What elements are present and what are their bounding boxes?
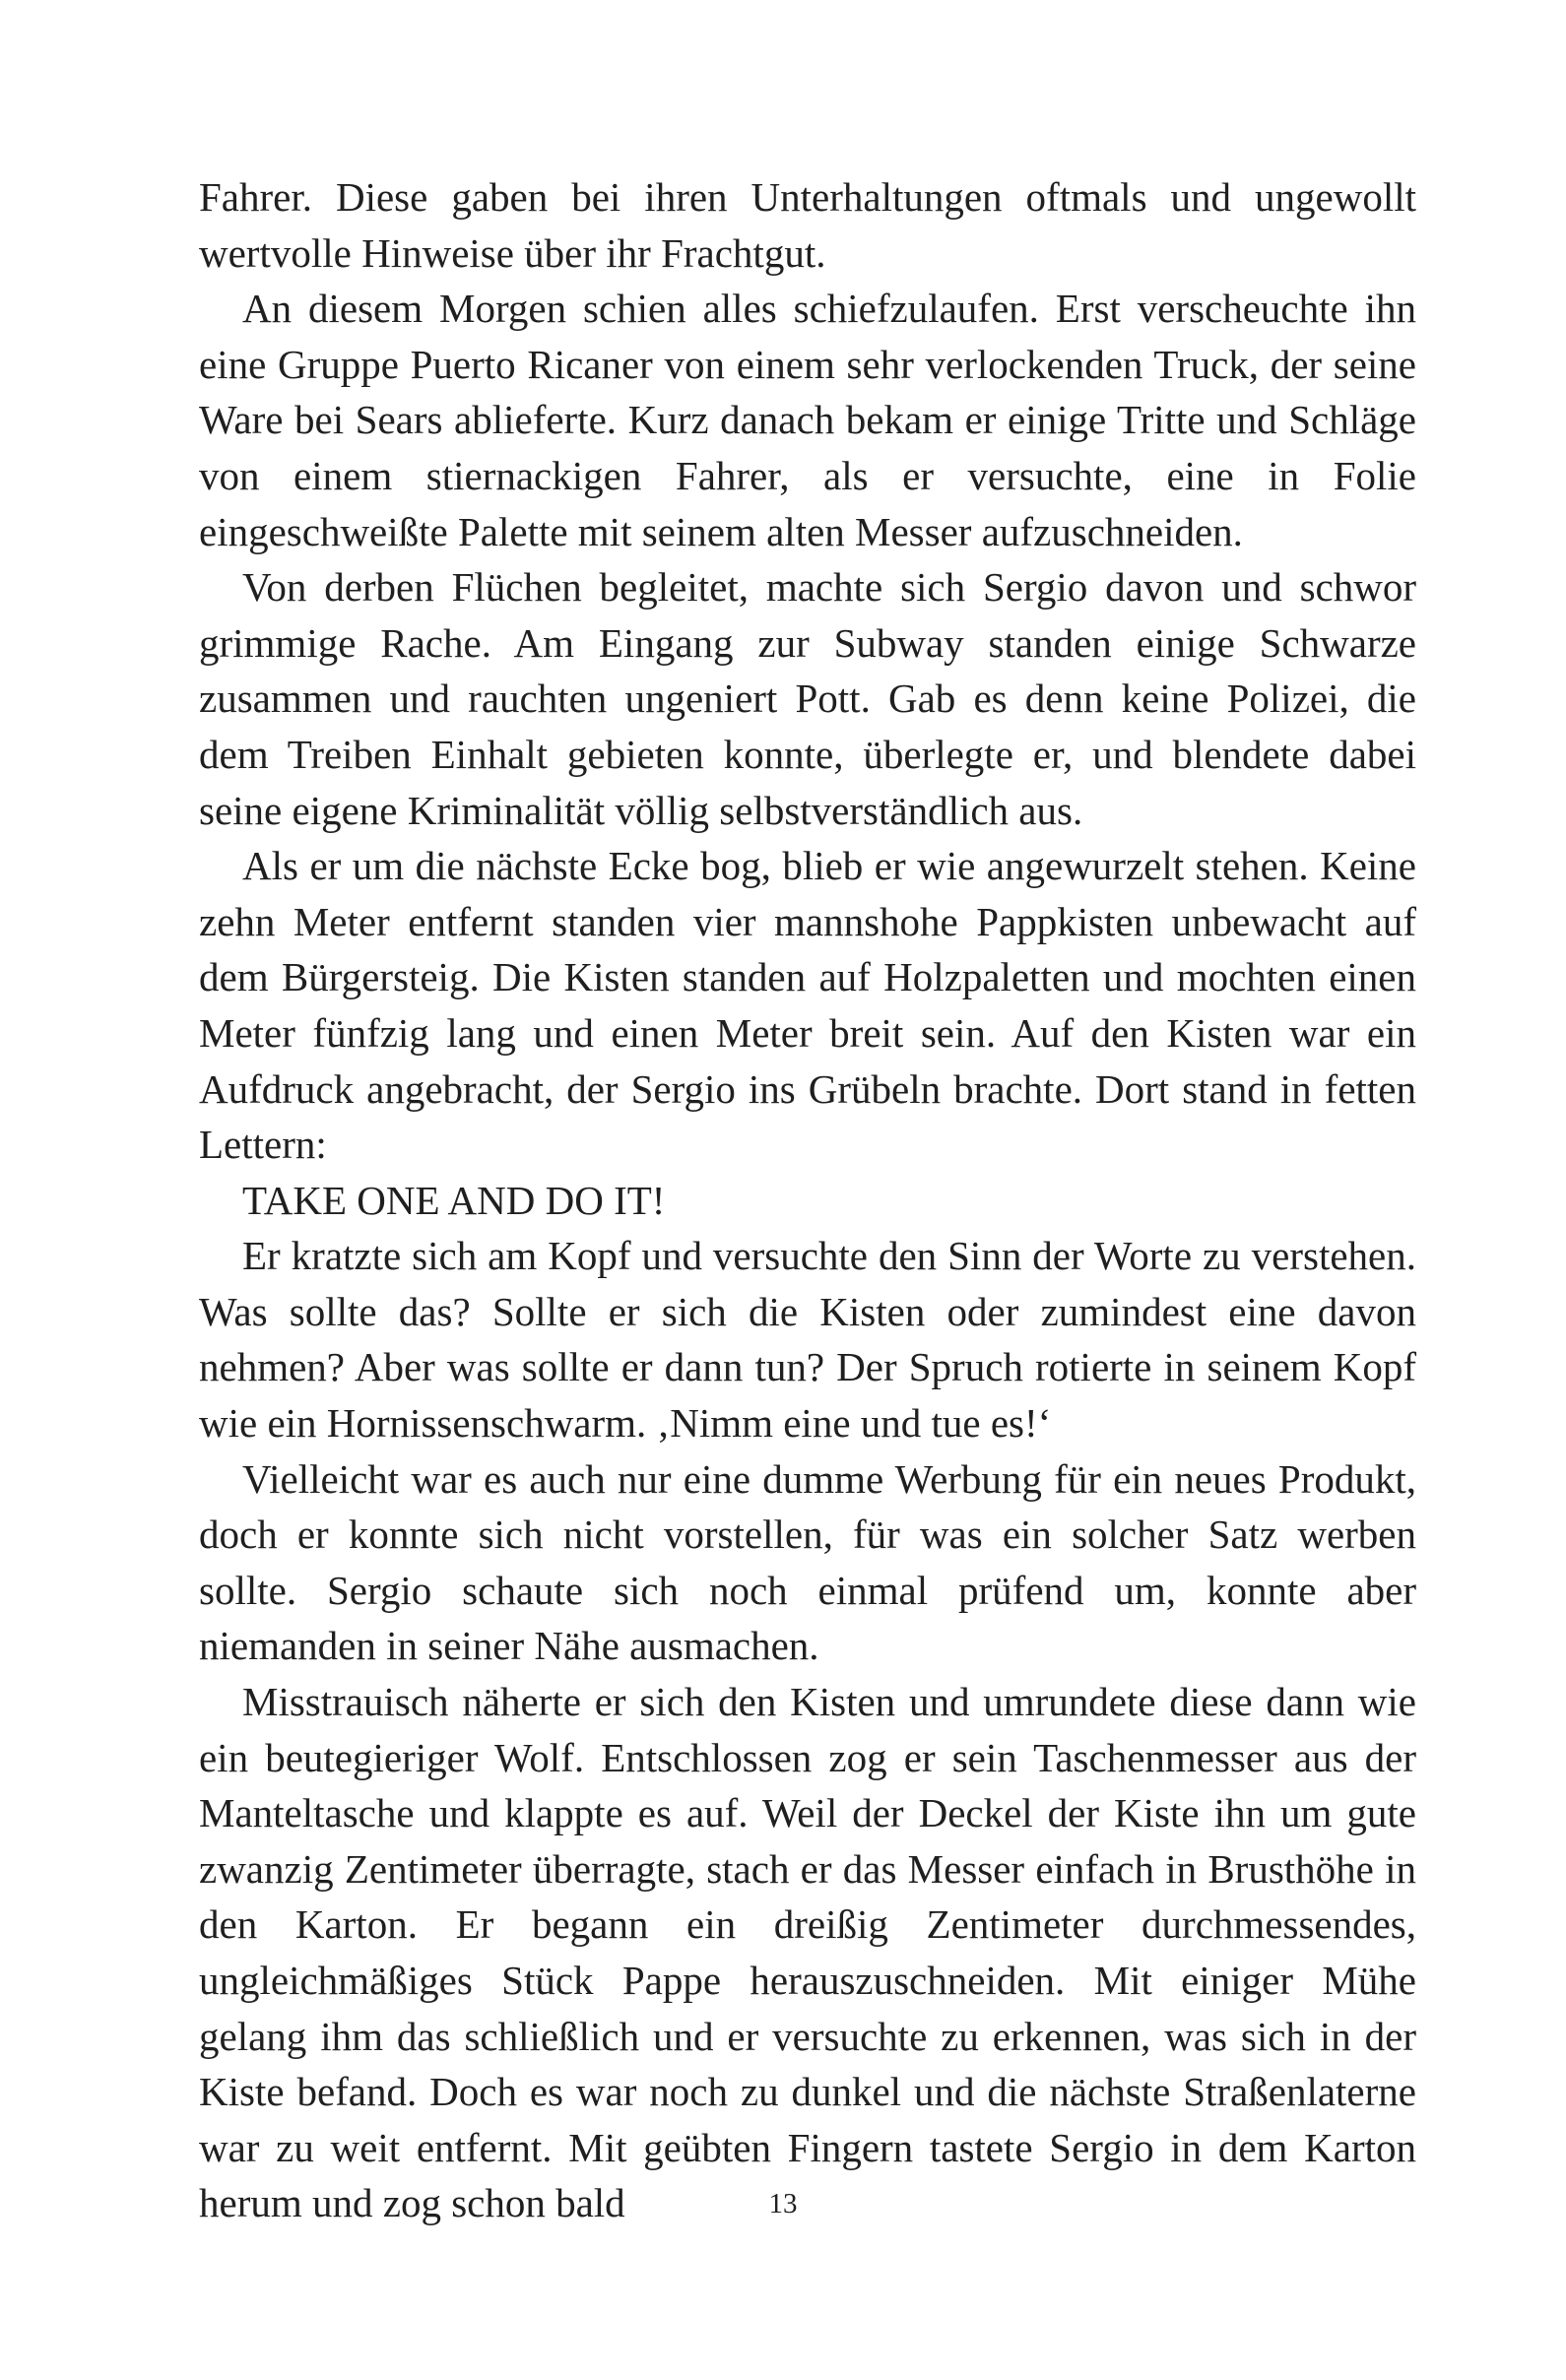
paragraph: Als er um die nächste Ecke bog, blieb er wie angewurzelt stehen. Keine zehn Meter entfernt standen vier mannshohe Pappkisten unbewacht auf dem Bürgersteig. Die Kisten standen auf Holzpaletten und mochten einen Meter fünfzig lang und einen Meter breit sein. Auf den Kisten war ein Aufdruck angebracht, der Sergio ins Grübeln brachte. Dort stand in fetten Lettern: xyxy=(199,843,1416,1168)
paragraph: Von derben Flüchen begleitet, machte sich Sergio davon und schwor grimmige Rache. Am Eingang zur Subway standen einige Schwarze zusammen und rauchten ungeniert Pott. Gab es denn keine Polizei, die dem Treiben Einhalt gebieten konnte, überlegte er, und blendete dabei seine eigene Kriminalität völlig selbstverständlich aus. xyxy=(199,564,1416,833)
paragraph: Er kratzte sich am Kopf und versuchte den Sinn der Worte zu verstehen. Was sollte das? Sollte er sich die Kisten oder zumindest eine davon nehmen? Aber was sollte er dann tun? Der Spruch rotierte in seinem Kopf wie ein Hornissenschwarm. ‚Nimm eine und tue es!‘ xyxy=(199,1233,1416,1447)
paragraph: Misstrauisch näherte er sich den Kisten und umrundete diese dann wie ein beutegieriger Wolf. Entschlossen zog er sein Taschenmesser aus der Manteltasche und klappte es auf. Weil der Deckel der Kiste ihn um gute zwanzig Zentimeter überragte, stach er das Messer einfach in Brusthöhe in den Karton. Er begann ein dreißig Zentimeter durchmessendes, ungleichmäßiges Stück Pappe herauszuschneiden. Mit einiger Mühe gelang ihm das schließlich und er versuchte zu erkennen, was sich in der Kiste befand. Doch es war noch zu dunkel und die nächste Straßenlaterne war zu weit entfernt. Mit geübten Fingern tastete Sergio in dem Karton herum und zog schon bald xyxy=(199,1679,1416,2226)
paragraph-quote: TAKE ONE AND DO IT! xyxy=(242,1177,666,1223)
paragraph: Vielleicht war es auch nur eine dumme Werbung für ein neues Produkt, doch er konnte sich nicht vorstellen, für was ein solcher Satz werben sollte. Sergio schaute sich noch einmal prüfend um, konnte aber niemanden in seiner Nähe ausmachen. xyxy=(199,1455,1416,1669)
paragraph: Fahrer. Diese gaben bei ihren Unterhaltungen oftmals und ungewollt wertvolle Hinweise über ihr Frachtgut. xyxy=(199,174,1416,276)
page-number: 13 xyxy=(768,2188,798,2219)
paragraph: An diesem Morgen schien alles schiefzulaufen. Erst verscheuchte ihn eine Gruppe Puerto Ricaner von einem sehr verlockenden Truck, der seine Ware bei Sears ablieferte. Kurz danach bekam er einige Tritte und Schläge von einem stiernackigen Fahrer, als er versuchte, eine in Folie eingeschweißte Palette mit seinem alten Messer aufzuschneiden. xyxy=(199,286,1416,554)
body-text xyxy=(199,169,1416,2231)
